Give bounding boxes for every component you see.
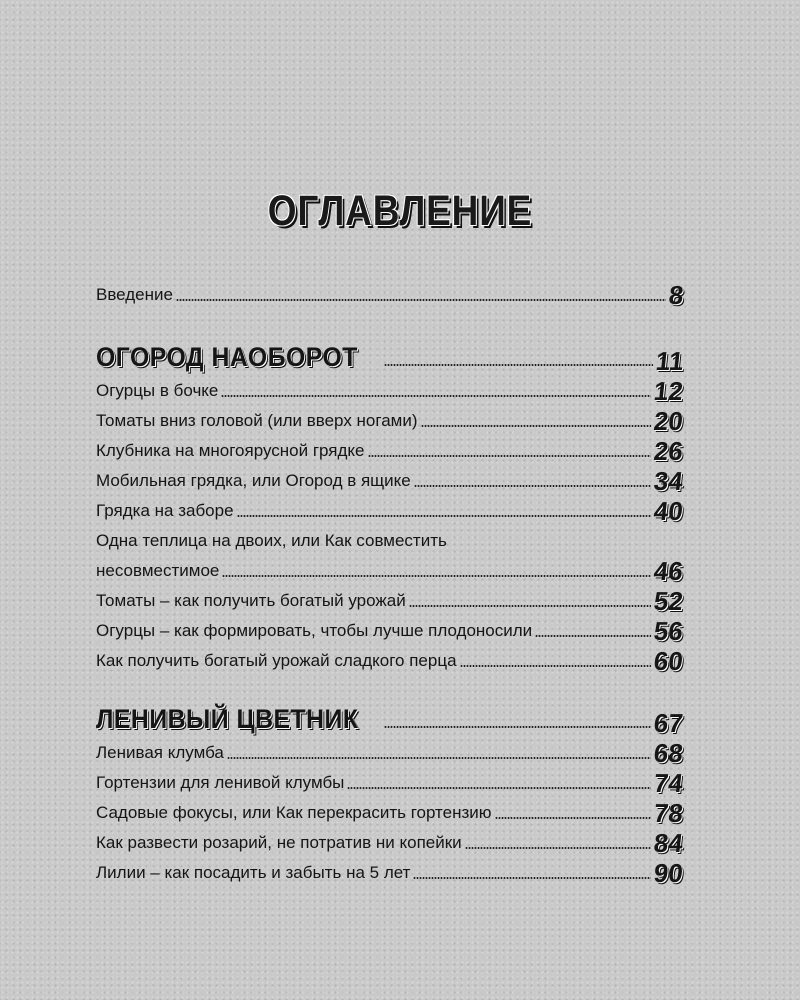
- dot-leader: [222, 575, 651, 577]
- page-number: 8: [666, 280, 685, 310]
- entry-title: Садовые фокусы, или Как перекрасить гортензию: [96, 803, 492, 822]
- toc-entry[interactable]: [96, 736, 683, 766]
- toc-entry[interactable]: [96, 644, 683, 674]
- toc-entry[interactable]: [96, 278, 683, 308]
- section-ogorod: [96, 330, 683, 674]
- dot-leader: [384, 364, 653, 366]
- entry-title: Одна теплица на двоих, или Как совместить: [96, 531, 447, 550]
- toc-entry-line1[interactable]: [96, 524, 683, 554]
- toc-entry[interactable]: [96, 434, 683, 464]
- entry-title: Клубника на многоярусной грядке: [96, 441, 365, 460]
- page-number: 60: [652, 646, 685, 676]
- section-heading[interactable]: [96, 692, 683, 736]
- dot-leader: [384, 726, 651, 728]
- toc-entry[interactable]: [96, 826, 683, 856]
- page-title: ОГЛАВЛЕНИЕ: [267, 187, 533, 235]
- toc-entry[interactable]: [96, 766, 683, 796]
- toc-entry[interactable]: [96, 796, 683, 826]
- toc-entry[interactable]: [96, 584, 683, 614]
- page-number: 46: [652, 556, 685, 586]
- toc-entry[interactable]: [96, 614, 683, 644]
- page-number: 67: [652, 708, 685, 738]
- entry-title: Мобильная грядка, или Огород в ящике: [96, 471, 411, 490]
- dot-leader: [347, 787, 651, 789]
- entry-title: Грядка на заборе: [96, 501, 234, 520]
- entry-title: Огурцы – как формировать, чтобы лучше плодоносили: [96, 621, 533, 640]
- dot-leader: [421, 425, 652, 427]
- section-tsvetnik: [96, 692, 683, 886]
- toc-entry[interactable]: [96, 404, 683, 434]
- dot-leader: [460, 665, 652, 667]
- page-number: 52: [652, 586, 685, 616]
- page-number: 74: [652, 768, 685, 798]
- dot-leader: [535, 635, 651, 637]
- toc-entry[interactable]: [96, 554, 683, 584]
- dot-leader: [409, 605, 651, 607]
- page-number: 68: [652, 738, 685, 768]
- toc-entry[interactable]: [96, 856, 683, 886]
- entry-title: Томаты – как получить богатый урожай: [96, 591, 406, 610]
- page-number: 56: [652, 616, 685, 646]
- page-number: 84: [652, 828, 685, 858]
- toc-entry[interactable]: [96, 464, 683, 494]
- dot-leader: [495, 817, 652, 819]
- intro-entry: [96, 278, 683, 308]
- page-number: 11: [653, 346, 685, 376]
- entry-title: Ленивая клумба: [96, 743, 224, 762]
- toc-entry[interactable]: [96, 494, 683, 524]
- entry-title: Как получить богатый урожай сладкого перца: [96, 651, 457, 670]
- entry-title: Как развести розарий, не потратив ни копейки: [96, 833, 462, 852]
- page-number: 34: [652, 466, 685, 496]
- dot-leader: [413, 877, 651, 879]
- page-number: 40: [652, 496, 685, 526]
- dot-leader: [221, 395, 651, 397]
- page-number: 90: [652, 858, 685, 888]
- section-title: ОГОРОД НАОБОРОТ: [96, 342, 358, 372]
- entry-title: Томаты вниз головой (или вверх ногами): [96, 411, 418, 430]
- entry-title: Лилии – как посадить и забыть на 5 лет: [96, 863, 411, 882]
- entry-title: Введение: [96, 285, 173, 304]
- entry-title: Огурцы в бочке: [96, 381, 219, 400]
- dot-leader: [368, 455, 652, 457]
- dot-leader: [237, 515, 652, 517]
- dot-leader: [176, 299, 666, 301]
- page-number: 78: [652, 798, 685, 828]
- toc-entry[interactable]: [96, 374, 683, 404]
- dot-leader: [414, 485, 651, 487]
- page-number: 26: [652, 436, 685, 466]
- dot-leader: [227, 757, 651, 759]
- page-number: 12: [652, 376, 685, 406]
- section-heading[interactable]: [96, 330, 683, 374]
- entry-title-continued: несовместимое: [96, 561, 220, 580]
- entry-title: Гортензии для ленивой клумбы: [96, 773, 345, 792]
- section-title: ЛЕНИВЫЙ ЦВЕТНИК: [96, 704, 359, 734]
- dot-leader: [465, 847, 651, 849]
- page-number: 20: [652, 406, 685, 436]
